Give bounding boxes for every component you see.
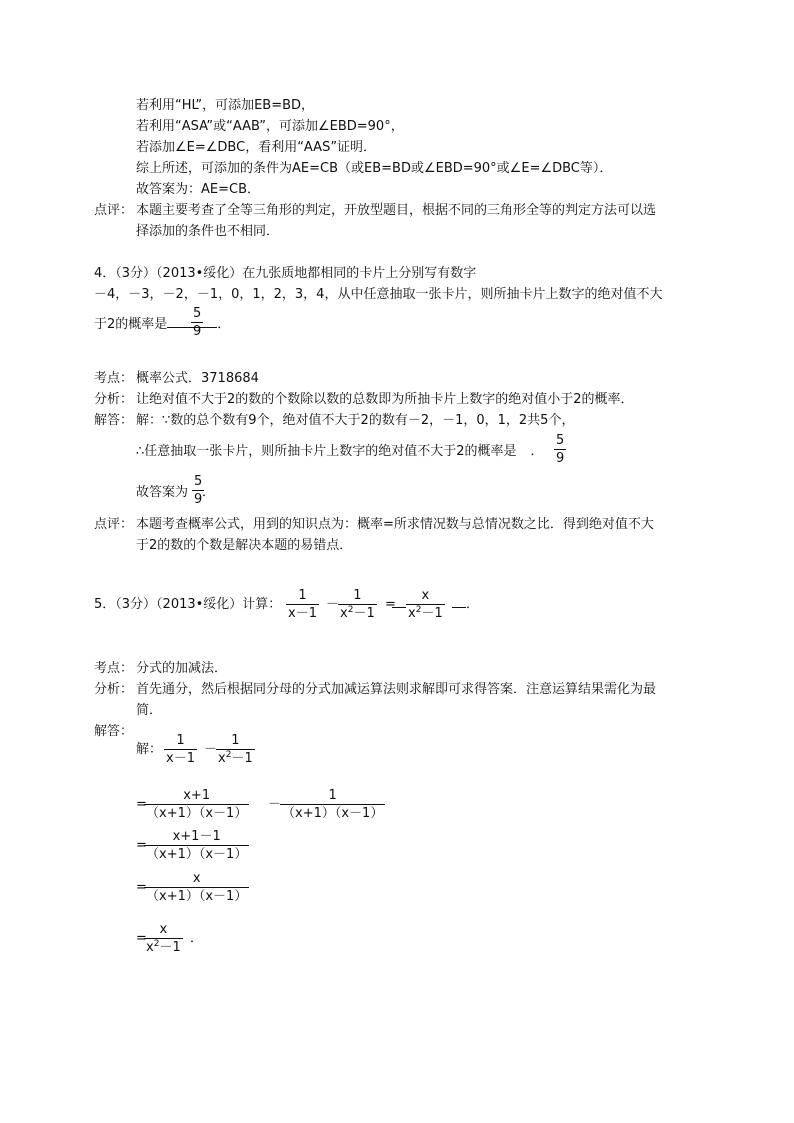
q5-step-0-start: 解： [136,742,163,757]
q4-jieda-line-2: ∴任意抽取一张卡片，则所抽卡片上数字的绝对值不大于2的概率是 ． [136,444,544,459]
q5-fraction-1: 1 x－1 [288,588,317,621]
q5-step-1-eq: = [136,797,147,812]
q4-stem-line-3: 于2的概率是 ． [94,317,231,332]
q5-equals: = [385,597,396,612]
q5-minus: － [326,597,340,612]
q5-step-2-eq: = [136,838,147,853]
q5-stem: 5．（3分）（2013•绥化）计算： [94,597,282,612]
prev-solution-line-3: 若添加∠E=∠DBC，看利用“AAS”证明． [136,140,377,155]
q5-step-0-fraction-2: 1 $x^2-1$ [218,733,253,766]
q4-jieda-label: 解答： [94,413,134,428]
q4-answer-numerator: 5 [193,306,202,321]
q5-step-3-eq: = [136,880,147,895]
q4-jieda-answer-fraction: 5 9 [194,474,203,507]
q4-kaodian: 概率公式．3718684 [136,371,259,386]
prev-comment-label: 点评： [94,203,134,218]
q5-step-4-fraction: x $x^2-1$ [146,922,181,955]
q4-stem-line-2: －4，－3，－2，－1，0，1，2，3，4，从中任意抽取一张卡片，则所抽卡片上数字的绝对值不大 [94,287,663,302]
q5-jieda-label: 解答： [94,724,134,739]
q5-answer-blank [392,597,406,613]
q4-jieda-answer: 故答案为 ． [136,485,216,500]
q5-step-1-fraction-2: 1 （x+1）（x－1） [282,788,384,821]
q4-stem-line-1: 4．（3分）（2013•绥化）在九张质地都相同的卡片上分别写有数字 [94,266,477,281]
q5-fenxi-label: 分析： [94,682,134,697]
q5-fenxi-line-2: 简． [136,703,163,718]
q4-comment-label: 点评： [94,517,134,532]
prev-comment-line-1: 本题主要考查了全等三角形的判定，开放型题目，根据不同的三角形全等的判定方法可以选 [136,203,657,218]
q5-answer-blank-end: ． [452,597,479,613]
q4-fenxi: 让绝对值不大于2的数的个数除以数的总数即为所抽卡片上数字的绝对值小于2的概率． [136,392,634,407]
q5-fraction-2: 1 $x^2-1$ [340,588,375,621]
q5-step-3-fraction: x （x+1）（x－1） [146,871,248,904]
q5-step-0-minus: － [204,742,218,757]
q4-answer-denominator: 9 [193,324,202,339]
q4-kaodian-label: 考点： [94,371,134,386]
q5-answer-fraction: x $x^2-1$ [408,588,443,621]
q5-step-2-fraction: x+1－1 （x+1）（x－1） [146,829,248,862]
q5-step-1-minus: － [268,797,282,812]
prev-solution-line-2: 若利用“ASA”或“AAB”，可添加∠EBD=90°， [136,119,404,134]
q4-answer-fraction [191,306,203,339]
q5-fenxi-line-1: 首先通分，然后根据同分母的分式加减运算法则求解即可求得答案．注意运算结果需化为最 [136,682,657,697]
q4-jieda-fraction: 5 9 [556,433,565,466]
q4-jieda-line-1: 解：∵数的总个数有9个，绝对值不大于2的数有－2，－1，0，1，2共5个， [136,413,575,428]
q5-kaodian-label: 考点： [94,661,134,676]
q4-comment-line-1: 本题考查概率公式，用到的知识点为：概率=所求情况数与总情况数之比．得到绝对值不大 [136,517,654,532]
q4-fenxi-label: 分析： [94,392,134,407]
q4-comment-line-2: 于2的数的个数是解决本题的易错点． [136,538,353,553]
q5-step-0-fraction-1: 1 x－1 [166,733,195,766]
q5-kaodian: 分式的加减法． [136,661,228,676]
prev-solution-line-1: 若利用“HL”，可添加EB=BD， [136,98,315,113]
prev-solution-line-4: 综上所述，可添加的条件为AE=CB（或EB=BD或∠EBD=90°或∠E=∠DBC等）． [136,161,613,176]
q5-step-1-fraction-1: x+1 （x+1）（x－1） [146,788,248,821]
prev-comment-line-2: 择添加的条件也不相同． [136,224,280,239]
q5-step-4-eq: = [136,931,147,946]
q5-step-4-end: ． [190,931,204,946]
prev-answer: 故答案为：AE=CB． [136,182,260,197]
